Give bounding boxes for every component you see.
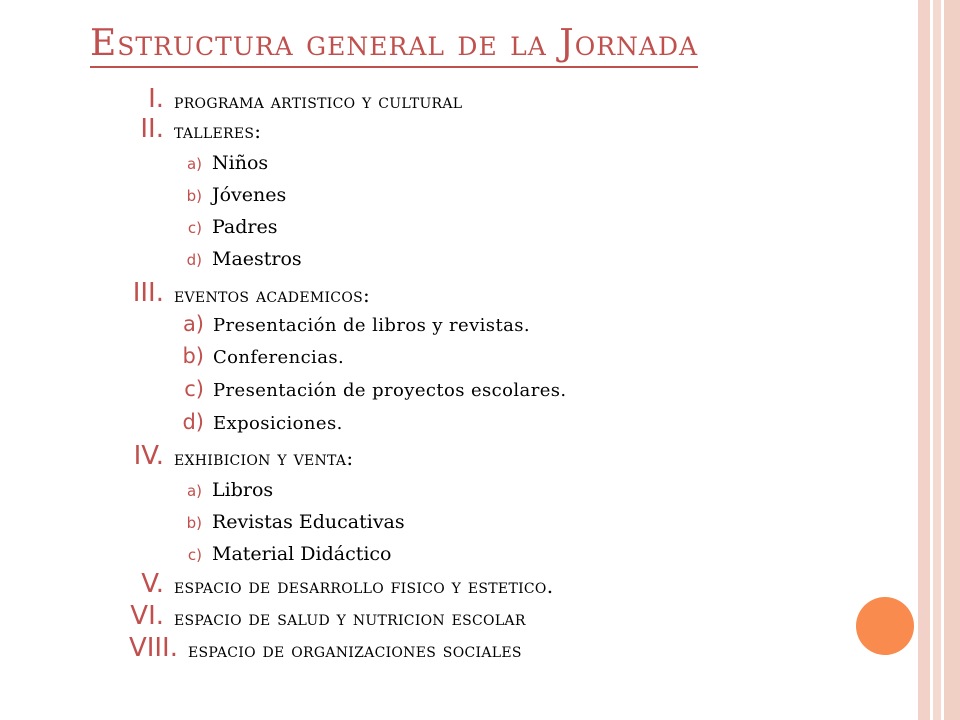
sub-item-text: Libros (212, 479, 274, 501)
sub-item-text: Padres (212, 216, 278, 238)
item-numeral: I. (148, 84, 164, 114)
decor-circle (856, 597, 914, 655)
item-numeral: II. (140, 114, 164, 144)
item-numeral: IV. (133, 441, 164, 471)
item-text: espacio de desarrollo fisico y estetico. (174, 574, 554, 598)
sub-item-letter: b) (186, 187, 202, 205)
item-text: eventos academicos: (174, 283, 371, 307)
sub-item-letter: a) (182, 312, 204, 336)
sub-item-letter: b) (186, 514, 202, 532)
item-numeral: VI. (130, 601, 164, 631)
sub-item-text: Presentación de libros y revistas. (213, 315, 530, 336)
slide-title: Estructura general de la Jornada (90, 22, 698, 68)
item-text: talleres: (174, 119, 262, 143)
item-text: programa artistico y cultural (174, 89, 463, 113)
item-text: espacio de salud y nutricion escolar (174, 606, 526, 630)
sub-item-text: Revistas Educativas (212, 511, 405, 533)
sub-item-text: Material Didáctico (212, 543, 392, 565)
sub-item-letter: c) (184, 377, 204, 401)
item-numeral: III. (132, 278, 164, 308)
item-text: espacio de organizaciones sociales (188, 638, 522, 662)
sub-item-letter: d) (186, 251, 202, 269)
sub-item-letter: d) (182, 410, 204, 434)
decor-stripe (918, 0, 930, 720)
item-text: exhibicion y venta: (174, 446, 354, 470)
sub-item-text: Exposiciones. (213, 413, 343, 434)
sub-item-text: Conferencias. (213, 347, 345, 368)
sub-item-letter: c) (187, 219, 202, 237)
sub-item-text: Jóvenes (212, 184, 287, 206)
item-numeral: V. (141, 569, 164, 599)
sub-item-letter: a) (186, 482, 202, 500)
sub-item-letter: b) (182, 344, 204, 368)
decor-stripe (933, 0, 941, 720)
decor-stripe (944, 0, 960, 720)
item-numeral: VIII. (128, 633, 178, 663)
sub-item-text: Niños (212, 152, 269, 174)
sub-item-letter: c) (187, 546, 202, 564)
sub-item-text: Maestros (212, 248, 302, 270)
sub-item-text: Presentación de proyectos escolares. (213, 380, 567, 401)
sub-item-letter: a) (186, 155, 202, 173)
